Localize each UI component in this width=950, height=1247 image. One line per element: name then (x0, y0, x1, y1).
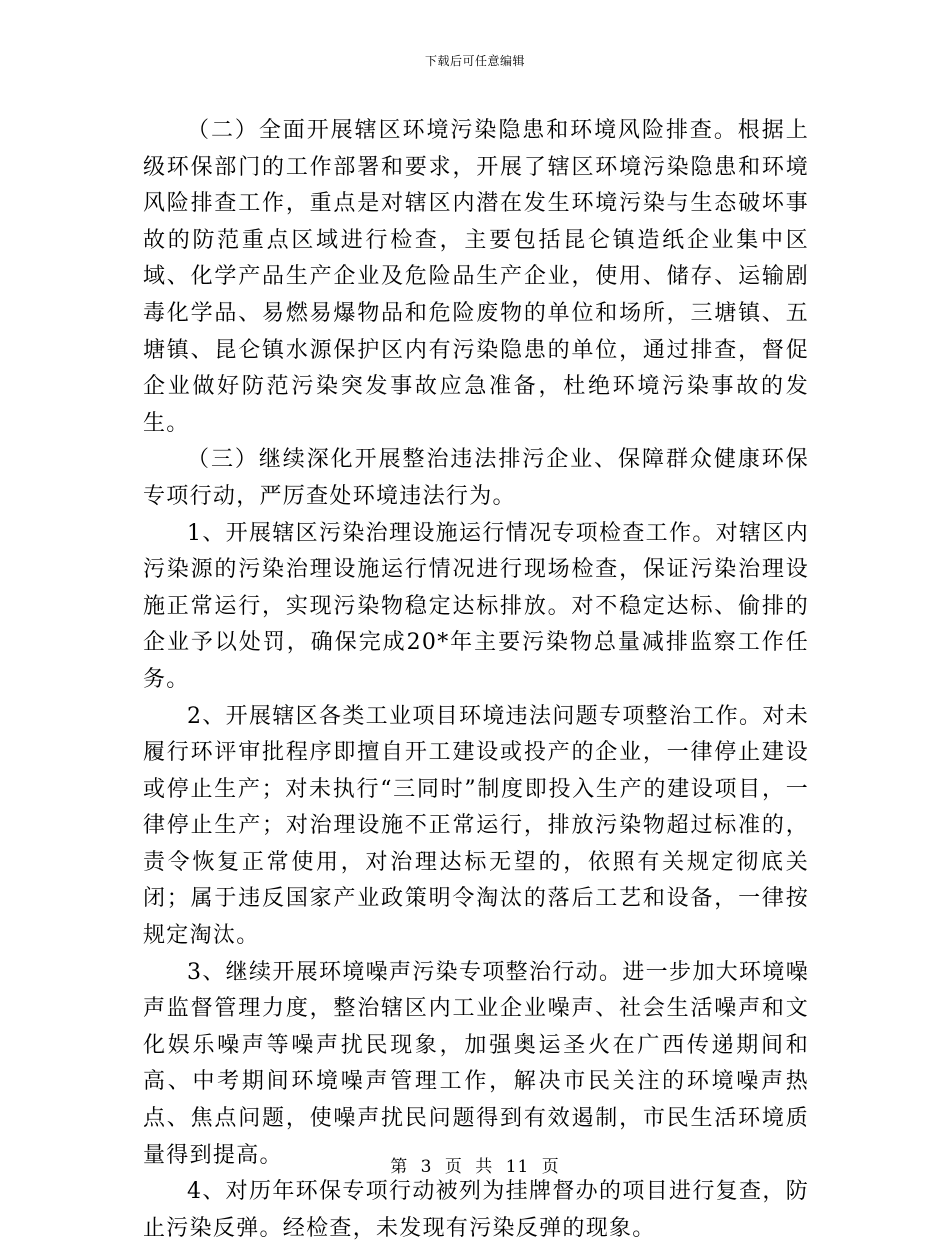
page-footer: 第 3 页 共 11 页 (390, 1157, 560, 1177)
paragraph-item-3: 3、继续开展环境噪声污染专项整治行动。进一步加大环境噪声监督管理力度，整治辖区内工业企业噪声、社会生活噪声和文化娱乐噪声等噪声扰民现象，加强奥运圣火在广西传递期间和高、中考期间环境噪声管理工作，解决市民关注的环境噪声热点、焦点问题，使噪声扰民问题得到有效遏制，市民生活环境质量得到提高。 (143, 959, 809, 1168)
paragraph-section-2: （二）全面开展辖区环境污染隐患和环境风险排查。根据上级环保部门的工作部署和要求，开展了辖区环境污染隐患和环境风险排查工作，重点是对辖区内潜在发生环境污染与生态破坏事故的防范重点区域进行检查，主要包括昆仑镇造纸企业集中区域、化学产品生产企业及危险品生产企业，使用、储存、运输剧毒化学品、易燃易爆物品和危险废物的单位和场所，三塘镇、五塘镇、昆仑镇水源保护区内有污染隐患的单位，通过排查，督促企业做好防范污染突发事故应急准备，杜绝环境污染事故的发生。 (143, 118, 809, 436)
paragraph-item-2: 2、开展辖区各类工业项目环境违法问题专项整治工作。对未履行环评审批程序即擅自开工建设或投产的企业，一律停止建设或停止生产；对未执行“三同时”制度即投入生产的建设项目，一律停止生产；对治理设施不正常运行，排放污染物超过标准的，责令恢复正常使用，对治理达标无望的，依照有关规定彻底关闭；属于违反国家产业政策明令淘汰的落后工艺和设备，一律按规定淘汰。 (143, 703, 809, 949)
document-body (143, 113, 809, 1247)
paragraph-section-3: （三）继续深化开展整治违法排污企业、保障群众健康环保专项行动，严厉查处环境违法行为。 (143, 447, 809, 509)
paragraph-item-4: 4、对历年环保专项行动被列为挂牌督办的项目进行复查，防止污染反弹。经检查，未发现有污染反弹的现象。 (143, 1179, 809, 1241)
page-header: 下载后可任意编辑 (424, 54, 525, 68)
paragraph-item-1: 1、开展辖区污染治理设施运行情况专项检查工作。对辖区内污染源的污染治理设施运行情况进行现场检查，保证污染治理设施正常运行，实现污染物稳定达标排放。对不稳定达标、偷排的企业予以处罚，确保完成20*年主要污染物总量减排监察工作任务。 (143, 520, 809, 692)
